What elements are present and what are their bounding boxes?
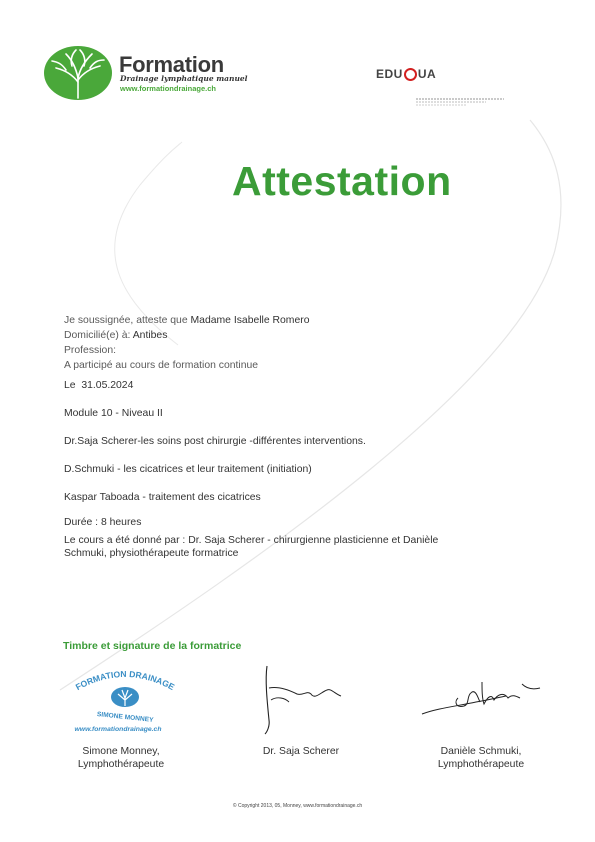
stamp-url-text: www.formationdrainage.ch: [74, 726, 162, 733]
signer-scherer-name: Dr. Saja Scherer: [262, 746, 340, 757]
page-title: Attestation: [232, 158, 452, 204]
eduqua-left-text: EDU: [376, 67, 403, 81]
eduqua-right-text: UA: [417, 67, 437, 81]
signer-monney-name: Simone Monney,: [82, 746, 160, 757]
duration-text: Durée : 8 heures: [64, 517, 142, 528]
signature-scherer-icon: [255, 660, 345, 740]
date-label: Le: [64, 380, 76, 391]
formation-drainage-stamp-icon: [60, 661, 190, 739]
intro-line: [64, 315, 310, 327]
eduqua-fineprint-icon: [416, 97, 504, 107]
formation-tree-logo-icon: [42, 44, 114, 102]
instructors-line-2: Schmuki, physiothérapeute formatrice: [64, 548, 239, 559]
brand-url: www.formationdrainage.ch: [120, 84, 216, 93]
signature-heading: Timbre et signature de la formatrice: [63, 640, 242, 652]
signer-schmuki-name: Danièle Schmuki,: [440, 746, 522, 757]
brand-name: Formation: [119, 52, 224, 77]
topic-2: D.Schmuki - les cicatrices et leur traitement (initiation): [64, 464, 312, 475]
date-line: [64, 380, 133, 392]
brand-subtitle: Drainage lymphatique manuel: [120, 74, 248, 83]
profession-label: Profession:: [64, 345, 116, 356]
topic-1: Dr.Saja Scherer-les soins post chirurgie -différentes interventions.: [64, 436, 366, 447]
participant-name: Madame Isabelle Romero: [190, 315, 310, 326]
copyright-footer: © Copyright 2013, 05, Monney, www.formationdrainage.ch: [232, 803, 363, 809]
stamp-name-text: SIMONE MONNEY: [96, 711, 154, 724]
signer-schmuki: [420, 745, 542, 771]
signer-monney-role: Lymphothérapeute: [77, 759, 165, 770]
eduqua-q-icon: [404, 68, 417, 81]
signer-schmuki-role: Lymphothérapeute: [437, 759, 525, 770]
signer-scherer: [240, 745, 362, 758]
domicile-label: Domicilié(e) à:: [64, 330, 131, 341]
domicile-line: [64, 330, 167, 342]
module-text: Module 10 - Niveau II: [64, 408, 163, 419]
date-value: 31.05.2024: [81, 380, 134, 391]
domicile-value: Antibes: [132, 330, 168, 341]
attendance-text: A participé au cours de formation continue: [64, 360, 259, 371]
topic-3: Kaspar Taboada - traitement des cicatrices: [64, 492, 261, 503]
instructors-line-1: Le cours a été donné par : Dr. Saja Scherer - chirurgienne plasticienne et Danièle: [64, 535, 439, 546]
signature-schmuki-icon: [418, 672, 548, 732]
eduqua-logo: [376, 67, 436, 81]
stamp-top-text: FORMATION DRAINAGE: [73, 668, 177, 693]
signer-monney: [60, 745, 182, 771]
intro-text: Je soussignée, atteste que: [64, 315, 188, 326]
